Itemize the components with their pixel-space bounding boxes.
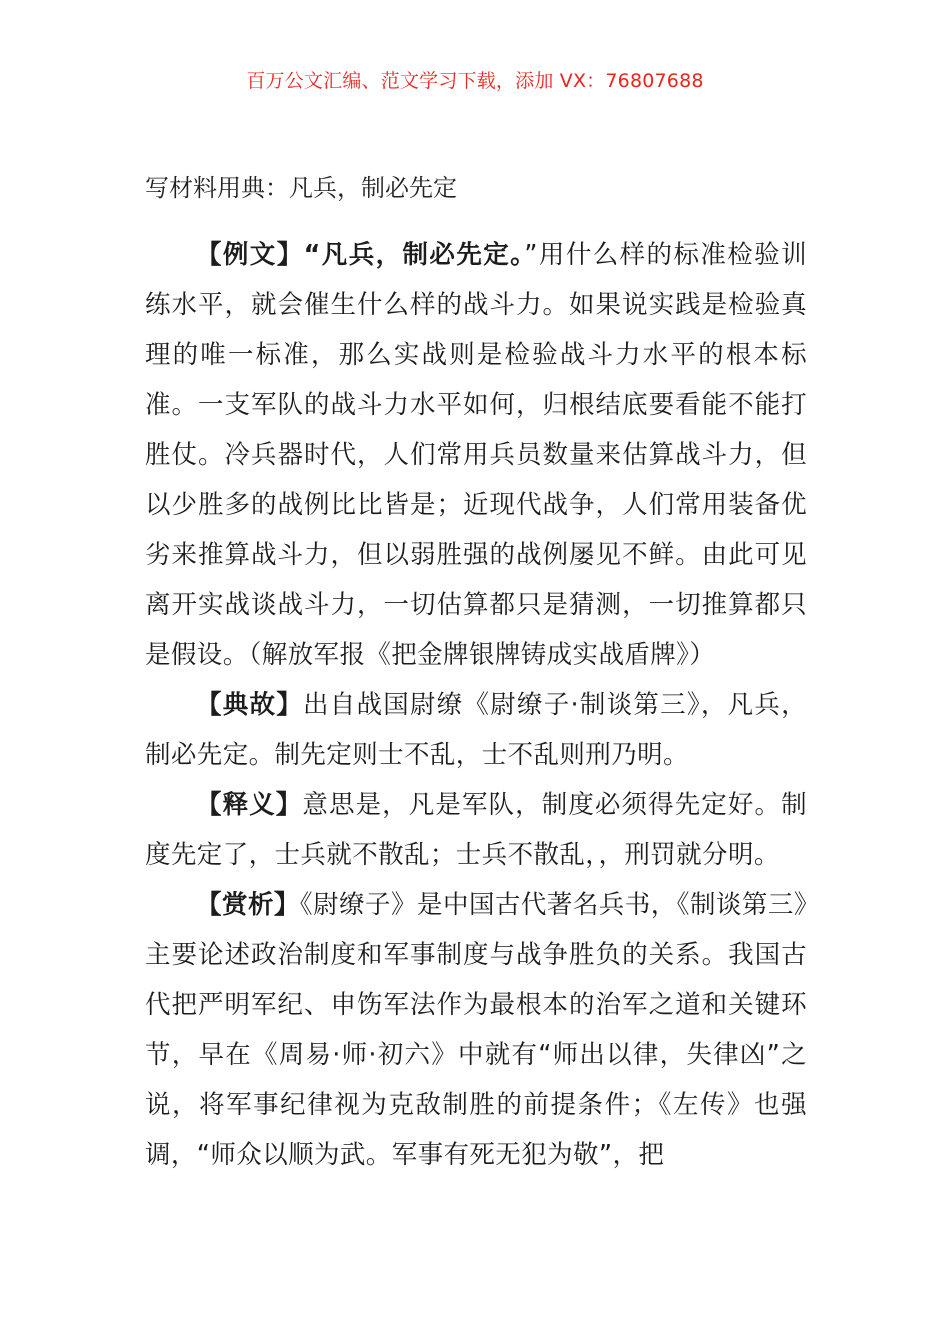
paragraph-meaning (145, 780, 807, 880)
paragraph-example (145, 230, 807, 680)
paragraph-text: ”用什么样的标准检验训练水平，就会催生什么样的战斗力。如果说实践是检验真理的唯一标准，那么实战则是检验战斗力水平的根本标准。一支军队的战斗力水平如何，归根结底要看能不能打胜仗。冷兵器时代，人们常用兵员数量来估算战斗力，但以少胜多的战例比比皆是；近现代战争，人们常用装备优劣来推算战斗力，但以弱胜强的战例屡见不鲜。由此可见离开实战谈战斗力，一切估算都只是猜测，一切推算都只是假设。（解放军报《把金牌银牌铸成实战盾牌》） (145, 240, 807, 670)
paragraph-text: 意思是，凡是军队，制度必须得先定好。制度先定了，士兵就不散乱；士兵不散乱，，刑罚就分明。 (145, 790, 807, 870)
tag-example: 【例文】 (196, 240, 304, 270)
paragraph-allusion (145, 680, 807, 780)
paragraph-text: 《尉缭子》是中国古代著名兵书，《制谈第三》主要论述政治制度和军事制度与战争胜负的关系。我国古代把严明军纪、申饬军法作为最根本的治军之道和关键环节，早在《周易·师·初六》中就有“师出以律，失律凶”之说，将军事纪律视为克敌制胜的前提条件；《左传》也强调，“师众以顺为武。军事有死无犯为敬”，把 (145, 890, 807, 1170)
paragraph-appreciation (145, 880, 807, 1180)
tag-meaning: 【释义】 (196, 790, 303, 820)
tag-appreciation: 【赏析】 (196, 890, 300, 920)
document-title: 写材料用典：凡兵，制必先定 (145, 174, 457, 202)
paragraph-text: 出自战国尉缭《尉缭子·制谈第三》，凡兵，制必先定。制先定则士不乱，士不乱则刑乃明。 (145, 690, 807, 770)
tag-allusion: 【典故】 (196, 690, 303, 720)
header-banner: 百万公文汇编、范文学习下载，添加 VX：76807688 (246, 70, 704, 92)
document-body (145, 230, 807, 1180)
quote-bold: “凡兵，制必先定。 (303, 240, 525, 270)
